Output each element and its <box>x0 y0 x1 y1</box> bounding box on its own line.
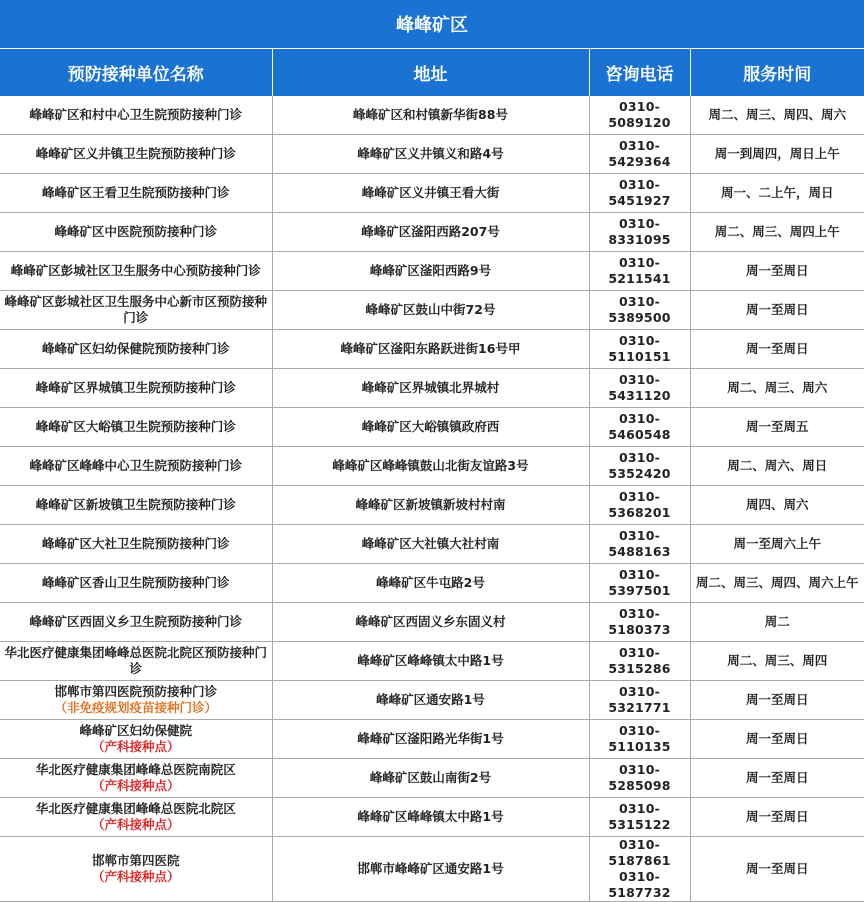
table-row <box>0 681 864 720</box>
table-row <box>0 174 864 213</box>
cell-address: 峰峰矿区通安路1号 <box>272 681 589 720</box>
cell-phone <box>589 759 690 798</box>
cell-address: 峰峰矿区滏阳东路跃进街16号甲 <box>272 330 589 369</box>
phone-number: 0310-8331095 <box>608 216 671 247</box>
vaccination-table <box>0 49 864 902</box>
cell-unit-name <box>0 213 272 252</box>
cell-service-hours: 周一至周日 <box>690 291 864 330</box>
phone-number: 0310-5389500 <box>608 294 671 325</box>
unit-name: 峰峰矿区界城镇卫生院预防接种门诊 <box>35 380 236 395</box>
table-row <box>0 291 864 330</box>
unit-name: 邯郸市第四医院预防接种门诊 <box>54 684 217 699</box>
cell-phone <box>589 174 690 213</box>
phone-number: 0310-5397501 <box>608 567 671 598</box>
cell-service-hours: 周二 <box>690 603 864 642</box>
cell-address: 峰峰矿区鼓山中街72号 <box>272 291 589 330</box>
phone-number: 0310-5110135 <box>608 723 671 754</box>
unit-name: 峰峰矿区中医院预防接种门诊 <box>54 224 217 239</box>
unit-note: （产科接种点） <box>91 778 180 793</box>
phone-number: 0310-5315122 <box>608 801 671 832</box>
cell-service-hours: 周二、周六、周日 <box>690 447 864 486</box>
unit-name: 邯郸市第四医院 <box>91 853 180 868</box>
unit-name: 峰峰矿区香山卫生院预防接种门诊 <box>41 575 230 590</box>
cell-address: 邯郸市峰峰矿区通安路1号 <box>272 837 589 902</box>
cell-address: 峰峰矿区界城镇北界城村 <box>272 369 589 408</box>
unit-name: 峰峰矿区新坡镇卫生院预防接种门诊 <box>35 497 236 512</box>
unit-name: 华北医疗健康集团峰峰总医院南院区 <box>35 762 236 777</box>
cell-service-hours: 周二、周三、周四上午 <box>690 213 864 252</box>
cell-unit-name <box>0 174 272 213</box>
cell-service-hours: 周一、二上午，周日 <box>690 174 864 213</box>
cell-phone <box>589 525 690 564</box>
phone-number: 0310-5211541 <box>608 255 671 286</box>
unit-name: 峰峰矿区西固义乡卫生院预防接种门诊 <box>29 614 242 629</box>
phone-number: 0310-5089120 <box>608 99 671 130</box>
unit-name: 峰峰矿区义井镇卫生院预防接种门诊 <box>35 146 236 161</box>
cell-unit-name <box>0 447 272 486</box>
cell-service-hours: 周二、周三、周四、周六 <box>690 96 864 135</box>
cell-address: 峰峰矿区滏阳路光华街1号 <box>272 720 589 759</box>
phone-number: 0310-5368201 <box>608 489 671 520</box>
phone-number: 0310-5321771 <box>608 684 671 715</box>
unit-note: （产科接种点） <box>91 869 180 884</box>
cell-address: 峰峰矿区西固义乡东固义村 <box>272 603 589 642</box>
cell-unit-name <box>0 837 272 902</box>
cell-unit-name <box>0 96 272 135</box>
cell-phone <box>589 720 690 759</box>
cell-unit-name <box>0 291 272 330</box>
cell-unit-name <box>0 408 272 447</box>
unit-name: 华北医疗健康集团峰峰总医院北院区 <box>35 801 236 816</box>
phone-number: 0310-5451927 <box>608 177 671 208</box>
phone-number: 0310-5187861 <box>608 837 671 868</box>
cell-unit-name <box>0 330 272 369</box>
header-address: 地址 <box>272 49 589 96</box>
cell-unit-name <box>0 369 272 408</box>
cell-unit-name <box>0 642 272 681</box>
phone-number: 0310-5110151 <box>608 333 671 364</box>
cell-phone <box>589 135 690 174</box>
cell-unit-name <box>0 759 272 798</box>
cell-address: 峰峰矿区义井镇义和路4号 <box>272 135 589 174</box>
cell-phone <box>589 408 690 447</box>
unit-name: 峰峰矿区大峪镇卫生院预防接种门诊 <box>35 419 236 434</box>
unit-name: 峰峰矿区妇幼保健院 <box>79 723 192 738</box>
table-row <box>0 759 864 798</box>
header-name: 预防接种单位名称 <box>0 49 272 96</box>
table-row <box>0 798 864 837</box>
table-row <box>0 213 864 252</box>
cell-phone <box>589 681 690 720</box>
cell-service-hours: 周一至周日 <box>690 330 864 369</box>
table-row <box>0 642 864 681</box>
table-row <box>0 369 864 408</box>
table-row <box>0 486 864 525</box>
table-row <box>0 564 864 603</box>
cell-unit-name <box>0 486 272 525</box>
cell-unit-name <box>0 525 272 564</box>
cell-service-hours: 周一至周日 <box>690 252 864 291</box>
cell-phone <box>589 252 690 291</box>
cell-service-hours: 周一至周日 <box>690 798 864 837</box>
cell-service-hours: 周一至周日 <box>690 759 864 798</box>
unit-name: 峰峰矿区彭城社区卫生服务中心新市区预防接种门诊 <box>4 294 267 325</box>
phone-number: 0310-5352420 <box>608 450 671 481</box>
cell-unit-name <box>0 681 272 720</box>
cell-address: 峰峰矿区峰峰镇太中路1号 <box>272 798 589 837</box>
table-row <box>0 447 864 486</box>
header-phone: 咨询电话 <box>589 49 690 96</box>
cell-address: 峰峰矿区新坡镇新坡村村南 <box>272 486 589 525</box>
table-body <box>0 96 864 902</box>
cell-phone <box>589 96 690 135</box>
header-hours: 服务时间 <box>690 49 864 96</box>
table-row <box>0 603 864 642</box>
cell-address: 峰峰矿区牛屯路2号 <box>272 564 589 603</box>
cell-address: 峰峰矿区义井镇王看大街 <box>272 174 589 213</box>
cell-phone <box>589 330 690 369</box>
table-row <box>0 525 864 564</box>
cell-address: 峰峰矿区和村镇新华街88号 <box>272 96 589 135</box>
unit-name: 峰峰矿区王看卫生院预防接种门诊 <box>41 185 230 200</box>
cell-address: 峰峰矿区滏阳西路9号 <box>272 252 589 291</box>
unit-note: （产科接种点） <box>91 817 180 832</box>
unit-name: 峰峰矿区大社卫生院预防接种门诊 <box>41 536 230 551</box>
table-row <box>0 408 864 447</box>
table-row <box>0 96 864 135</box>
table-row <box>0 330 864 369</box>
cell-unit-name <box>0 798 272 837</box>
cell-phone <box>589 486 690 525</box>
table-row <box>0 720 864 759</box>
cell-unit-name <box>0 603 272 642</box>
phone-number-2: 0310-5187732 <box>608 869 671 900</box>
cell-phone <box>589 447 690 486</box>
cell-service-hours: 周一至周日 <box>690 681 864 720</box>
phone-number: 0310-5180373 <box>608 606 671 637</box>
unit-note: （非免疫规划疫苗接种门诊） <box>54 700 217 715</box>
cell-service-hours: 周二、周三、周四、周六上午 <box>690 564 864 603</box>
phone-number: 0310-5460548 <box>608 411 671 442</box>
cell-service-hours: 周二、周三、周六 <box>690 369 864 408</box>
unit-note: （产科接种点） <box>91 739 180 754</box>
cell-unit-name <box>0 564 272 603</box>
cell-service-hours: 周四、周六 <box>690 486 864 525</box>
cell-phone <box>589 603 690 642</box>
cell-phone <box>589 564 690 603</box>
cell-service-hours: 周一至周五 <box>690 408 864 447</box>
unit-name: 峰峰矿区彭城社区卫生服务中心预防接种门诊 <box>10 263 261 278</box>
unit-name: 峰峰矿区和村中心卫生院预防接种门诊 <box>29 107 242 122</box>
cell-service-hours: 周一至周日 <box>690 837 864 902</box>
phone-number: 0310-5315286 <box>608 645 671 676</box>
phone-number: 0310-5429364 <box>608 138 671 169</box>
cell-unit-name <box>0 720 272 759</box>
cell-service-hours: 周一到周四，周日上午 <box>690 135 864 174</box>
phone-number: 0310-5285098 <box>608 762 671 793</box>
table-row <box>0 135 864 174</box>
cell-phone <box>589 291 690 330</box>
table-row <box>0 837 864 902</box>
cell-service-hours: 周一至周日 <box>690 720 864 759</box>
cell-unit-name <box>0 252 272 291</box>
cell-phone <box>589 798 690 837</box>
cell-phone <box>589 213 690 252</box>
phone-number: 0310-5431120 <box>608 372 671 403</box>
cell-address: 峰峰矿区大峪镇镇政府西 <box>272 408 589 447</box>
unit-name: 华北医疗健康集团峰峰总医院北院区预防接种门诊 <box>4 645 267 676</box>
cell-phone <box>589 642 690 681</box>
cell-address: 峰峰矿区大社镇大社村南 <box>272 525 589 564</box>
cell-unit-name <box>0 135 272 174</box>
table-header-row <box>0 49 864 96</box>
page-title: 峰峰矿区 <box>0 0 864 49</box>
cell-phone <box>589 369 690 408</box>
cell-service-hours: 周二、周三、周四 <box>690 642 864 681</box>
cell-address: 峰峰矿区鼓山南街2号 <box>272 759 589 798</box>
cell-address: 峰峰矿区峰峰镇鼓山北街友谊路3号 <box>272 447 589 486</box>
cell-phone <box>589 837 690 902</box>
cell-address: 峰峰矿区峰峰镇太中路1号 <box>272 642 589 681</box>
phone-number: 0310-5488163 <box>608 528 671 559</box>
unit-name: 峰峰矿区妇幼保健院预防接种门诊 <box>41 341 230 356</box>
cell-service-hours: 周一至周六上午 <box>690 525 864 564</box>
cell-address: 峰峰矿区滏阳西路207号 <box>272 213 589 252</box>
table-row <box>0 252 864 291</box>
unit-name: 峰峰矿区峰峰中心卫生院预防接种门诊 <box>29 458 242 473</box>
